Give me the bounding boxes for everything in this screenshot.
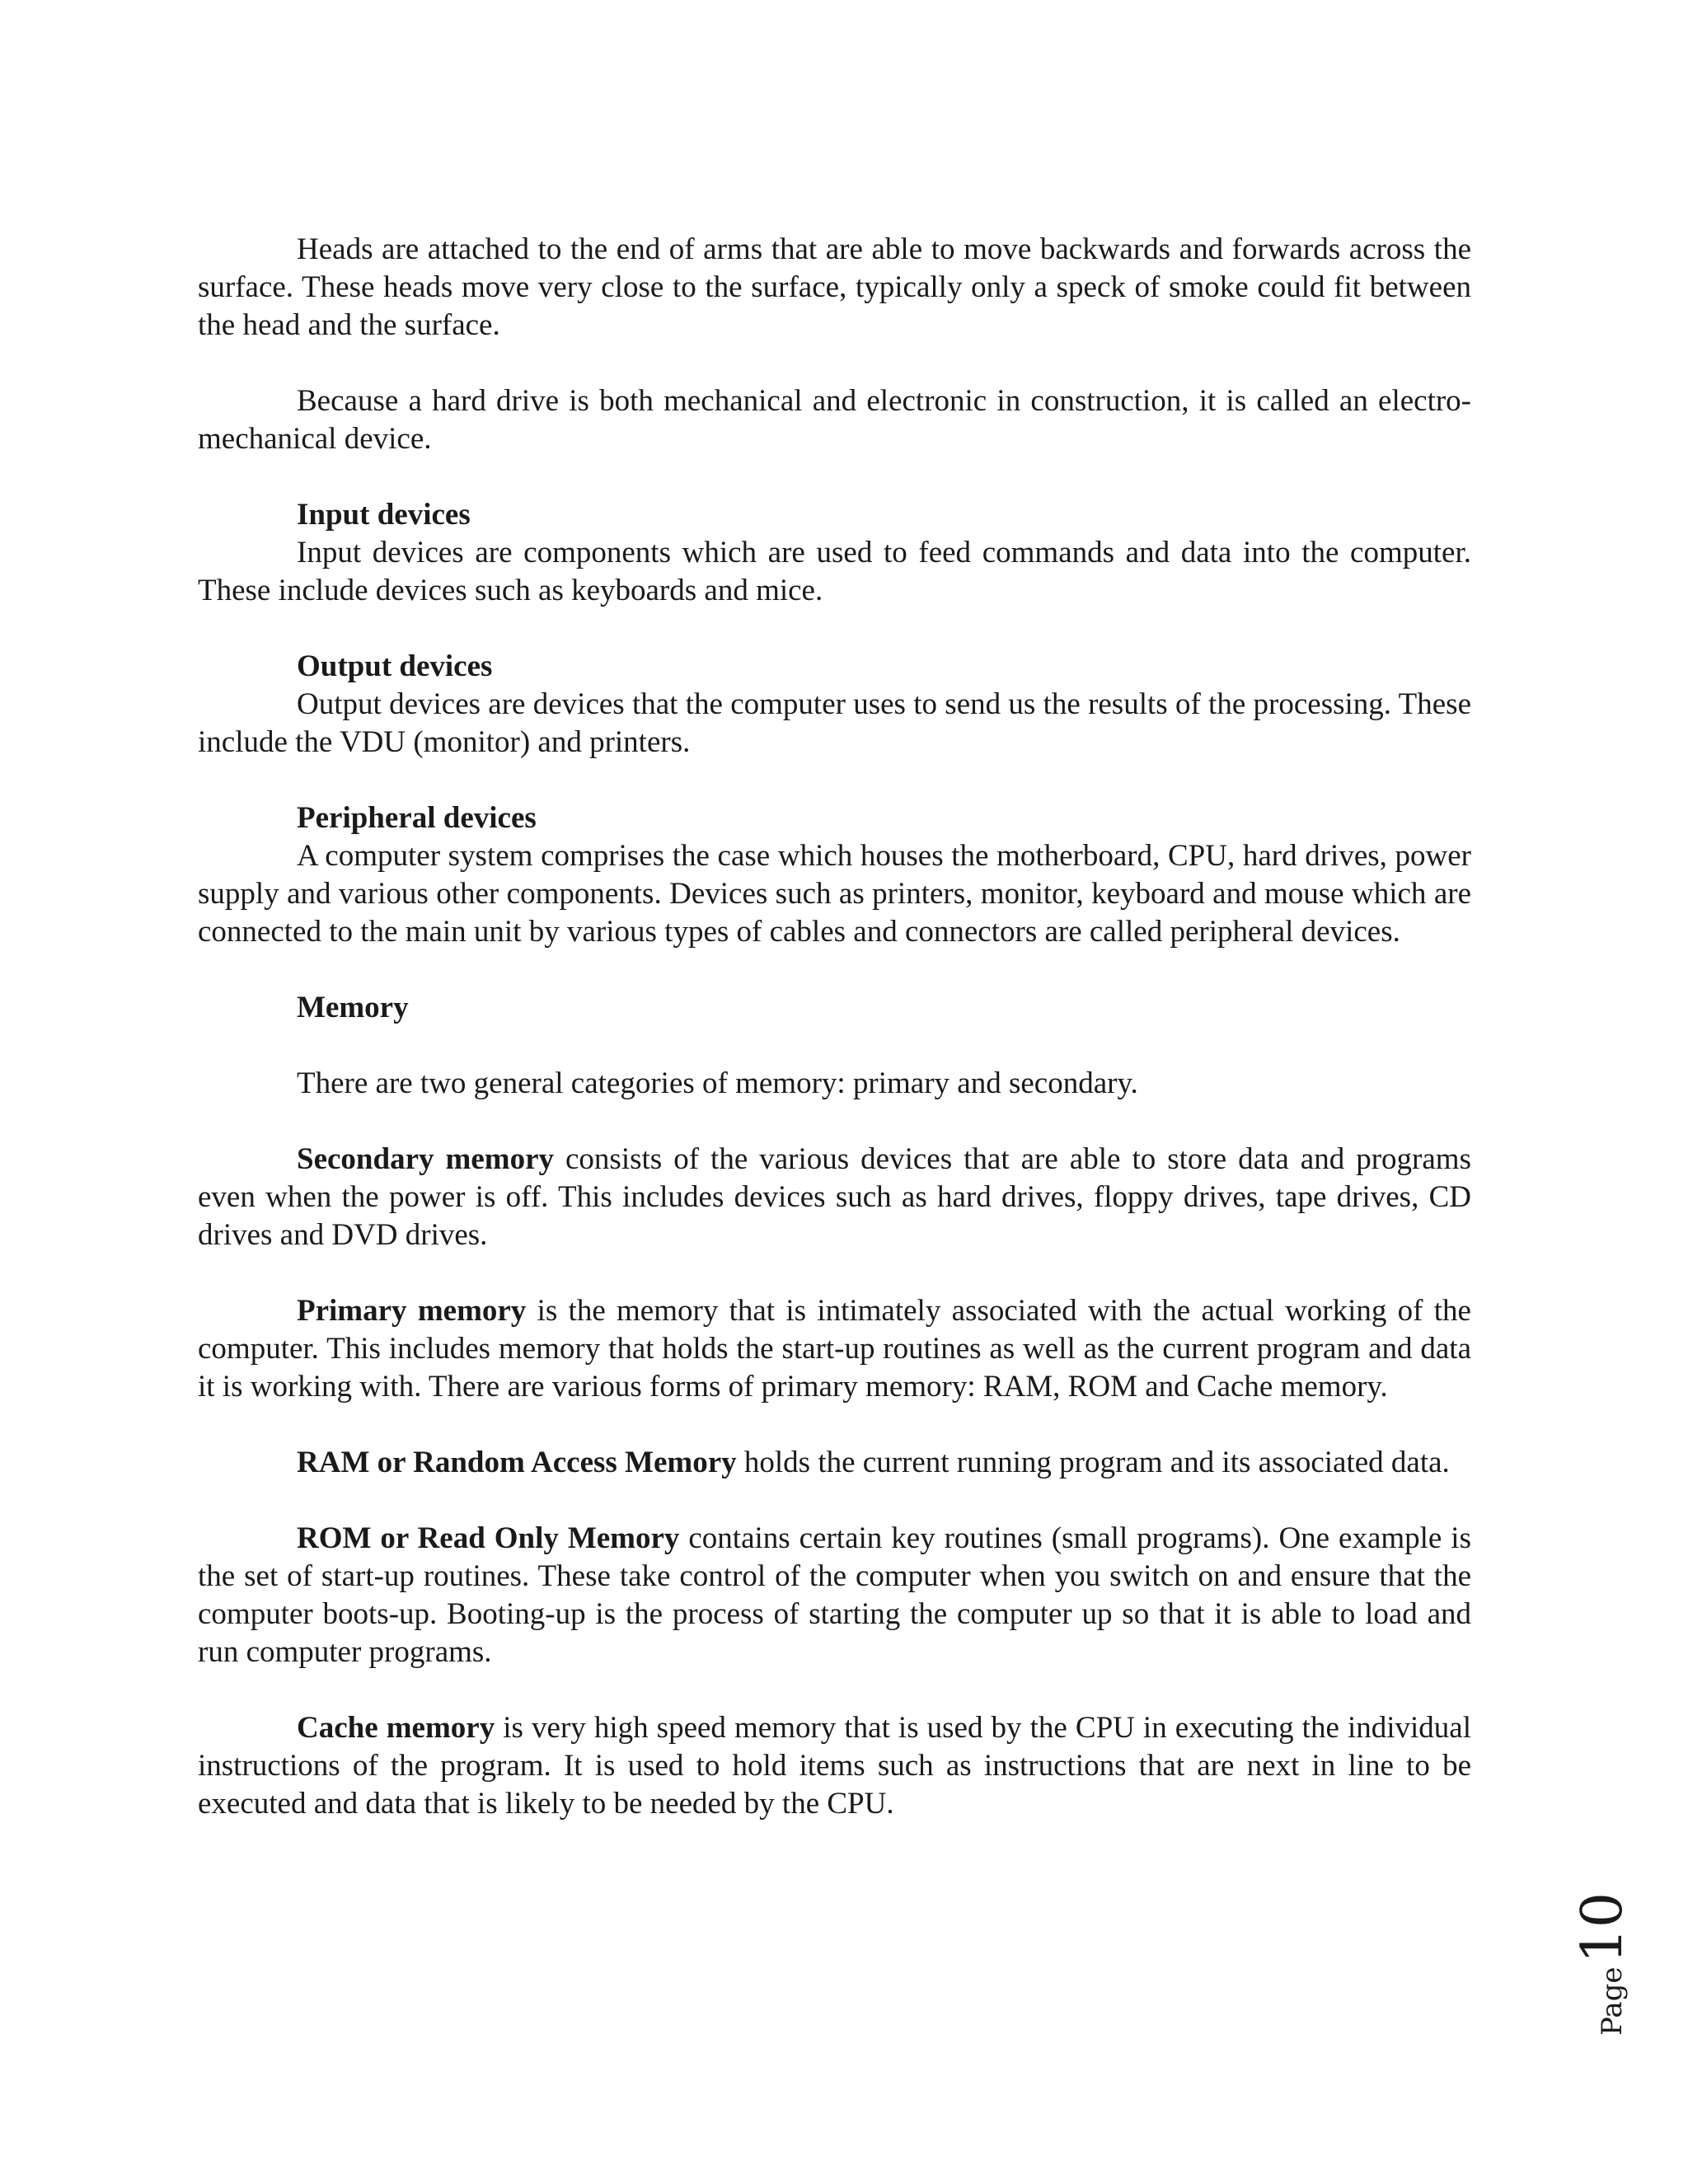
text-secondary-memory: consists of the various devices that are able to store data and programs even when the power is off. This includes devices such as hard drives, floppy drives, tape drives, CD drives and DVD drives.	[198, 1142, 1471, 1252]
paragraph-peripheral-devices: A computer system comprises the case which houses the motherboard, CPU, hard drives, power supply and various other components. Devices such as printers, monitor, keyboard and mouse which are connected to the main unit by various types of cables and connectors are called peripheral devices.	[198, 839, 1471, 949]
page-label: Page	[1596, 1966, 1629, 2036]
page-number-value: 10	[1570, 1891, 1635, 1964]
paragraph-input-devices: Input devices are components which are used to feed commands and data into the computer. These include devices such as keyboards and mice.	[198, 536, 1471, 607]
paragraph-heads: Heads are attached to the end of arms that are able to move backwards and forwards across the surface. These heads move very close to the surface, typically only a speck of smoke could fit between the head and the surface.	[198, 232, 1471, 342]
paragraph-cache-memory	[198, 1709, 1471, 1823]
term-secondary-memory: Secondary memory	[297, 1142, 554, 1176]
text-rom: contains certain key routines (small programs). One example is the set of start-up routines. These take control of the computer when you switch on and ensure that the computer boots-up. Booting-up is the process of starting the computer up so that it is able to load and run computer programs.	[198, 1521, 1471, 1669]
text-ram: holds the current running program and its associated data.	[736, 1446, 1450, 1479]
paragraph-ram	[198, 1444, 1471, 1482]
term-ram: RAM or Random Access Memory	[297, 1446, 737, 1479]
paragraph-secondary-memory	[198, 1141, 1471, 1254]
heading-memory: Memory	[297, 991, 409, 1024]
term-rom: ROM or Read Only Memory	[297, 1521, 680, 1555]
heading-peripheral-devices: Peripheral devices	[297, 801, 537, 835]
term-cache-memory: Cache memory	[297, 1711, 495, 1745]
paragraph-rom	[198, 1520, 1471, 1671]
page-content	[198, 231, 1471, 1823]
paragraph-primary-memory	[198, 1292, 1471, 1406]
heading-input-devices: Input devices	[297, 498, 471, 532]
paragraph-memory-intro: There are two general categories of memory: primary and secondary.	[297, 1066, 1138, 1100]
paragraph-output-devices: Output devices are devices that the computer uses to send us the results of the processing. These include the VDU (monitor) and printers.	[198, 687, 1471, 759]
paragraph-electro-mechanical: Because a hard drive is both mechanical and electronic in construction, it is called an electro-mechanical device.	[198, 384, 1471, 456]
text-primary-memory: is the memory that is intimately associated with the actual working of the computer. This includes memory that holds the start-up routines as well as the current program and data it is working with. There are various forms of primary memory: RAM, ROM and Cache memory.	[198, 1294, 1471, 1404]
text-cache-memory: is very high speed memory that is used by the CPU in executing the individual instructions of the program. It is used to hold items such as instructions that are next in line to be executed and data that is likely to be needed by the CPU.	[198, 1711, 1471, 1821]
term-primary-memory: Primary memory	[297, 1294, 527, 1328]
page-number	[1570, 1871, 1635, 2036]
heading-output-devices: Output devices	[297, 649, 493, 683]
